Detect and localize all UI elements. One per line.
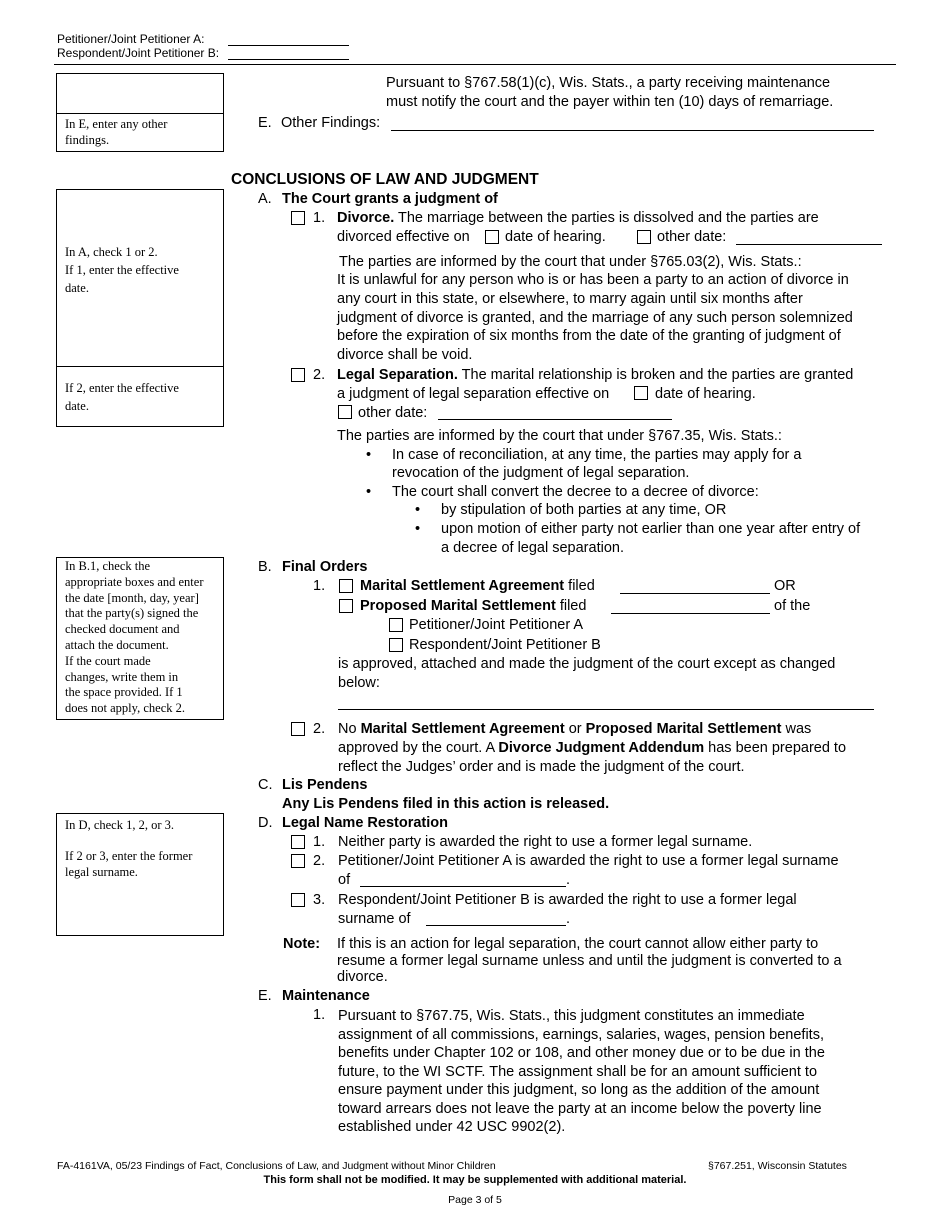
other-findings-field[interactable] bbox=[391, 130, 874, 131]
name-restoration-1-checkbox[interactable] bbox=[291, 835, 305, 849]
item-number: 3. bbox=[313, 892, 326, 908]
filed-label: filed bbox=[564, 578, 595, 594]
no-settlement-checkbox[interactable] bbox=[291, 722, 305, 736]
separation-bullet: • In case of reconciliation, at any time, the parties may apply for a bbox=[392, 447, 801, 463]
pms-respondent-b-label: Respondent/Joint Petitioner B bbox=[409, 637, 601, 653]
note-line: If this is an action for legal separation, the court cannot allow either party to bbox=[337, 936, 819, 952]
divorce-notice-line: The parties are informed by the court that under §765.03(2), Wis. Stats.: bbox=[339, 254, 802, 270]
addendum-bold-text: Divorce Judgment Addendum bbox=[498, 740, 705, 756]
separation-sub-bullet-cont: a decree of legal separation. bbox=[441, 540, 624, 556]
instruction-text: date. bbox=[65, 281, 89, 295]
modification-notice: This form shall not be modified. It may be supplemented with additional material. bbox=[263, 1174, 687, 1186]
name-restoration-2-checkbox[interactable] bbox=[291, 854, 305, 868]
filed-label: filed bbox=[555, 598, 587, 614]
separation-date-of-hearing-checkbox[interactable] bbox=[634, 386, 648, 400]
respondent-name-field[interactable] bbox=[228, 59, 349, 60]
other-date-label: other date: bbox=[657, 229, 727, 245]
maintenance-line: benefits under Chapter 102 or 108, and other money due or to be due in the bbox=[338, 1045, 825, 1061]
form-id: FA-4161VA, 05/23 Findings of Fact, Conclusions of Law, and Judgment without Minor Children bbox=[57, 1160, 496, 1172]
text-fragment: or bbox=[564, 721, 586, 737]
item-number: 2. bbox=[313, 721, 326, 737]
separation-sub-bullet: • by stipulation of both parties at any time, OR bbox=[441, 502, 726, 518]
statute-reference: §767.251, Wisconsin Statutes bbox=[708, 1160, 847, 1172]
lis-pendens-text: Any Lis Pendens filed in this action is released. bbox=[282, 796, 610, 812]
msa-checkbox[interactable] bbox=[339, 579, 353, 593]
divorce-checkbox[interactable] bbox=[291, 211, 305, 225]
subsection-title: The Court grants a judgment of bbox=[282, 191, 498, 207]
divorce-notice-line: divorce shall be void. bbox=[337, 347, 473, 363]
instruction-text: the space provided. If 1 bbox=[65, 685, 183, 700]
divorce-other-date-field[interactable] bbox=[736, 244, 882, 245]
surname-of-label: surname of bbox=[338, 911, 411, 927]
instruction-text: does not apply, check 2. bbox=[65, 701, 185, 716]
date-of-hearing-label: date of hearing. bbox=[655, 386, 756, 402]
separation-text-line bbox=[337, 367, 853, 383]
instruction-text: checked document and bbox=[65, 622, 180, 637]
section-letter: E. bbox=[258, 115, 272, 131]
no-settlement-text bbox=[338, 740, 846, 756]
other-findings-label: Other Findings: bbox=[281, 115, 381, 131]
remarriage-notice-line: must notify the court and the payer within ten (10) days of remarriage. bbox=[386, 94, 834, 110]
separation-sub-bullet: • upon motion of either party not earlier than one year after entry of bbox=[441, 521, 860, 537]
divorce-notice-line: judgment of divorce is granted, and the marriage of any such person solemnized bbox=[337, 310, 853, 326]
note-line: resume a former legal surname unless and until the judgment is converted to a bbox=[337, 952, 842, 969]
instruction-text: In E, enter any other bbox=[65, 117, 168, 131]
instruction-text: attach the document. bbox=[65, 637, 169, 652]
instruction-text: legal surname. bbox=[65, 865, 138, 879]
section-letter: D. bbox=[258, 815, 273, 831]
instruction-box-e bbox=[56, 113, 224, 152]
item-number: 1. bbox=[313, 210, 326, 226]
pms-checkbox[interactable] bbox=[339, 599, 353, 613]
divorce-text-line bbox=[337, 210, 819, 226]
separation-other-date-field[interactable] bbox=[438, 419, 672, 420]
text-fragment: approved by the court. A bbox=[338, 740, 499, 756]
name-restoration-3-text: Respondent/Joint Petitioner B is awarded the right to use a former legal bbox=[338, 892, 797, 908]
legal-separation-checkbox[interactable] bbox=[291, 368, 305, 382]
divorce-notice-line: It is unlawful for any person who is or has been a party to an action of divorce in bbox=[337, 272, 849, 288]
subsection-title: Final Orders bbox=[282, 559, 368, 575]
subsection-title: Lis Pendens bbox=[282, 777, 368, 793]
no-settlement-text: reflect the Judges’ order and is made the judgment of the court. bbox=[338, 759, 745, 775]
petitioner-label: Petitioner/Joint Petitioner A: bbox=[57, 32, 205, 46]
approved-text: below: bbox=[338, 675, 380, 691]
date-of-hearing-label: date of hearing. bbox=[505, 229, 606, 245]
of-the-label: of the bbox=[774, 598, 811, 614]
name-restoration-1-text: Neither party is awarded the right to use a former legal surname. bbox=[338, 834, 753, 850]
note-line: divorce. bbox=[337, 969, 388, 985]
divorce-text: The marriage between the parties is dissolved and the parties are bbox=[394, 210, 819, 226]
msa-text bbox=[360, 578, 595, 594]
text-fragment: No bbox=[338, 721, 361, 737]
instruction-text: If 2 or 3, enter the former bbox=[65, 849, 193, 863]
divorce-label: Divorce. bbox=[337, 210, 395, 226]
page-number: Page 3 of 5 bbox=[448, 1194, 502, 1206]
msa-date-field[interactable] bbox=[620, 593, 770, 594]
petitioner-name-field[interactable] bbox=[228, 45, 349, 46]
instruction-text: If the court made bbox=[65, 653, 151, 668]
instruction-text: If 2, enter the effective bbox=[65, 381, 179, 395]
divorce-other-date-checkbox[interactable] bbox=[637, 230, 651, 244]
or-label: OR bbox=[774, 578, 796, 594]
separation-informed-text: The parties are informed by the court that under §767.35, Wis. Stats.: bbox=[337, 428, 782, 444]
item-number: 2. bbox=[313, 367, 326, 383]
remarriage-notice-line: Pursuant to §767.58(1)(c), Wis. Stats., a party receiving maintenance bbox=[386, 75, 831, 91]
instruction-box-d bbox=[56, 813, 224, 936]
maintenance-line: ensure payment under this judgment, so long as the addition of the amount bbox=[338, 1082, 820, 1098]
msa-label: Marital Settlement Agreement bbox=[360, 578, 565, 594]
instruction-box-b bbox=[56, 557, 224, 720]
section-title: CONCLUSIONS OF LAW AND JUDGMENT bbox=[231, 171, 539, 188]
other-date-label: other date: bbox=[358, 405, 428, 421]
separation-bullet: • The court shall convert the decree to a decree of divorce: bbox=[392, 484, 759, 500]
section-letter: E. bbox=[258, 988, 272, 1004]
instruction-text: appropriate boxes and enter bbox=[65, 574, 204, 589]
instruction-text: that the party(s) signed the bbox=[65, 606, 199, 621]
name-restoration-3-checkbox[interactable] bbox=[291, 893, 305, 907]
subsection-title: Legal Name Restoration bbox=[282, 815, 448, 831]
pms-bold-text: Proposed Marital Settlement bbox=[585, 721, 782, 737]
header-divider bbox=[54, 64, 896, 65]
separation-bullet-cont: revocation of the judgment of legal separation. bbox=[392, 465, 690, 481]
of-label: of bbox=[338, 872, 351, 888]
instruction-text: findings. bbox=[65, 132, 110, 147]
item-number: 1. bbox=[313, 834, 326, 850]
separation-other-date-checkbox[interactable] bbox=[338, 405, 352, 419]
instruction-text: date. bbox=[65, 399, 89, 413]
maintenance-line: established under 42 USC 9902(2). bbox=[338, 1119, 566, 1135]
pms-respondent-b-checkbox[interactable] bbox=[389, 638, 403, 652]
instruction-text: In B.1, check the bbox=[65, 559, 151, 573]
divorce-effective-text: divorced effective on bbox=[337, 229, 470, 245]
pms-petitioner-a-checkbox[interactable] bbox=[389, 618, 403, 632]
instruction-text: In D, check 1, 2, or 3. bbox=[65, 818, 174, 832]
separation-label: Legal Separation. bbox=[337, 367, 458, 383]
section-letter: C. bbox=[258, 777, 273, 793]
period: . bbox=[566, 872, 571, 888]
item-number: 2. bbox=[313, 853, 326, 869]
respondent-former-surname-field[interactable] bbox=[426, 925, 566, 926]
instruction-box-a2 bbox=[56, 366, 224, 427]
instruction-box-a1 bbox=[56, 189, 224, 367]
pms-text bbox=[360, 598, 586, 614]
divorce-notice-line: any court in this state, or elsewhere, to marry again until six months after bbox=[337, 291, 803, 307]
separation-text: The marital relationship is broken and the parties are granted bbox=[457, 367, 854, 383]
item-number: 1. bbox=[313, 578, 326, 594]
text-fragment: has been prepared to bbox=[704, 740, 847, 756]
item-number: 1. bbox=[313, 1007, 326, 1023]
maintenance-line: future, to the WI SCTF. The assignment shall be for an amount sufficient to bbox=[338, 1063, 818, 1080]
respondent-label: Respondent/Joint Petitioner B: bbox=[57, 46, 220, 60]
msa-bold-text: Marital Settlement Agreement bbox=[360, 721, 565, 737]
maintenance-line: Pursuant to §767.75, Wis. Stats., this judgment constitutes an immediate bbox=[338, 1008, 805, 1024]
maintenance-line: assignment of all commissions, earnings, salaries, wages, pension benefits, bbox=[338, 1026, 824, 1043]
note-text bbox=[337, 936, 842, 986]
court-changes-field[interactable] bbox=[338, 709, 874, 710]
approved-text: is approved, attached and made the judgment of the court except as changed bbox=[338, 656, 836, 672]
pms-date-field[interactable] bbox=[611, 613, 770, 614]
instruction-box-blank bbox=[56, 73, 224, 114]
divorce-notice-line: before the expiration of six months from the date of the granting of judgment of bbox=[337, 328, 841, 344]
maintenance-line: toward arrears does not leave the party at an income below the poverty line bbox=[338, 1100, 822, 1117]
instruction-text: changes, write them in bbox=[65, 669, 179, 684]
instruction-text: If 1, enter the effective bbox=[65, 263, 179, 277]
name-restoration-2-text: Petitioner/Joint Petitioner A is awarded the right to use a former legal surname bbox=[338, 853, 839, 869]
divorce-date-of-hearing-checkbox[interactable] bbox=[485, 230, 499, 244]
pms-label: Proposed Marital Settlement bbox=[360, 598, 556, 614]
period: . bbox=[566, 911, 571, 927]
note-label: Note: bbox=[283, 936, 321, 952]
petitioner-former-surname-field[interactable] bbox=[360, 886, 566, 887]
subsection-title: Maintenance bbox=[282, 988, 370, 1004]
separation-effective-text: a judgment of legal separation effective on bbox=[337, 386, 610, 402]
instruction-text: In A, check 1 or 2. bbox=[65, 245, 158, 259]
text-fragment: was bbox=[781, 721, 812, 737]
maintenance-text bbox=[338, 1007, 825, 1137]
pms-petitioner-a-label: Petitioner/Joint Petitioner A bbox=[409, 617, 584, 633]
section-letter: A. bbox=[258, 191, 272, 207]
section-letter: B. bbox=[258, 559, 272, 575]
no-settlement-text bbox=[338, 721, 811, 737]
instruction-text: the date [month, day, year] bbox=[65, 590, 199, 605]
